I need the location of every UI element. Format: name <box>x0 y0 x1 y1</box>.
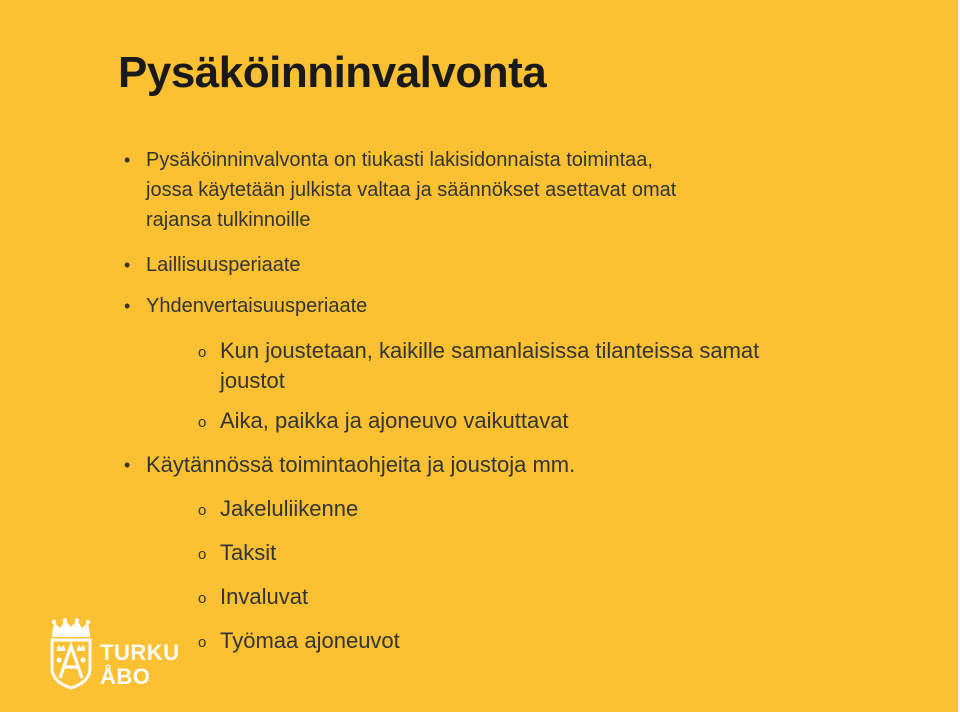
sub-bullet-item: o Työmaa ajoneuvot <box>220 626 400 656</box>
logo-text-abo: ÅBO <box>100 664 151 689</box>
turku-coat-of-arms-icon <box>48 618 94 690</box>
bullet-line: Pysäköinninvalvonta on tiukasti lakisidonnaista toimintaa, <box>146 149 653 171</box>
sub-bullet-line: Kun joustetaan, kaikille samanlaisissa tilanteissa samat <box>220 338 760 363</box>
turku-abo-logo <box>48 618 188 692</box>
sub-bullet-item: o Taksit <box>220 538 276 568</box>
sub-bullet-item: o Invaluvat <box>220 582 308 612</box>
slide-title: Pysäköinninvalvonta <box>118 48 547 97</box>
bullet-line: rajansa tulkinnoille <box>146 209 311 231</box>
logo-text-turku: TURKU <box>100 640 180 665</box>
bullet-line: jossa käytetään julkista valtaa ja säännökset asettavat omat <box>146 179 677 201</box>
bullet-item <box>146 145 676 235</box>
bullet-item: • Yhdenvertaisuusperiaate <box>146 291 367 321</box>
sub-bullet-item: o Aika, paikka ja ajoneuvo vaikuttavat <box>220 406 569 436</box>
bullet-item: • Käytännössä toimintaohjeita ja joustoja mm. <box>146 450 575 480</box>
sub-bullet-line: joustot <box>220 368 285 393</box>
sub-bullet-item: o Jakeluliikenne <box>220 494 358 524</box>
sub-bullet-item <box>220 336 759 396</box>
bullet-item: • Laillisuusperiaate <box>146 250 301 280</box>
